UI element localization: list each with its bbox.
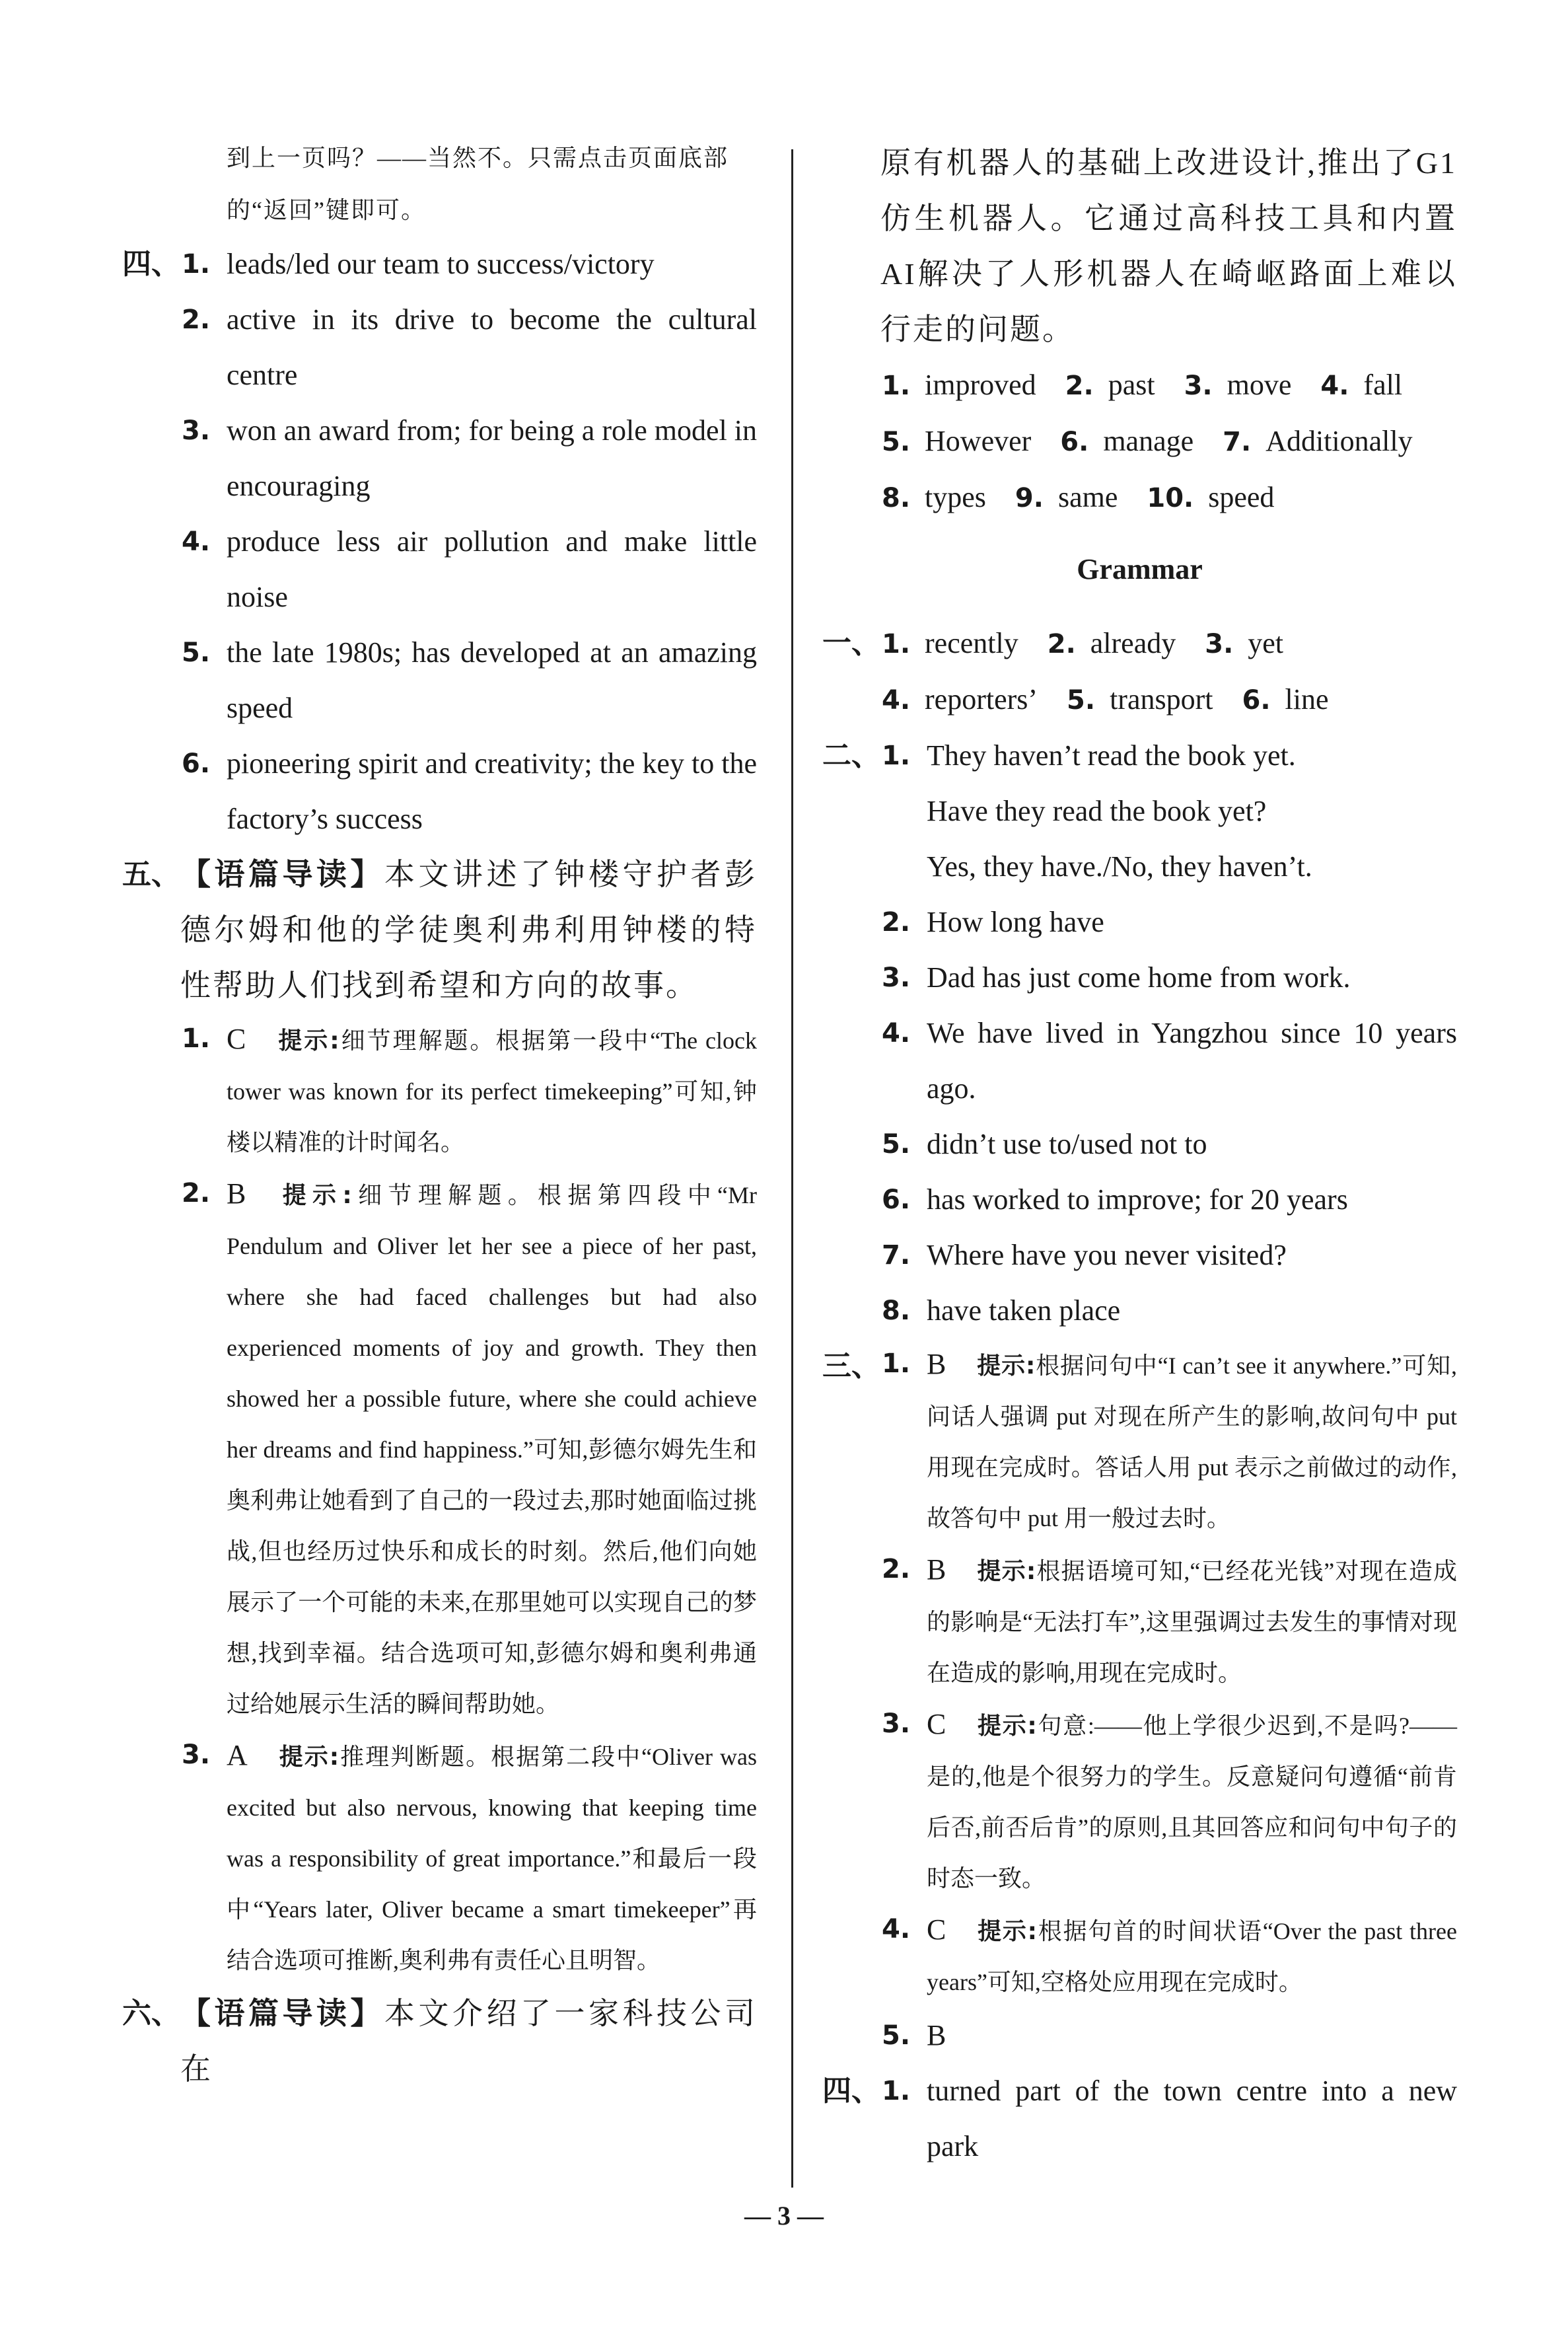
page-number: — 3 — bbox=[744, 2201, 824, 2231]
hint-text: 根据语境可知,“已经花光钱”对现在造成的影响是“无法打车”,这里强调过去发生的事情对现在造成的影响,用现在完成时。 bbox=[927, 1558, 1457, 1686]
answer-number: 3. bbox=[882, 963, 911, 993]
answer-number: 8. bbox=[882, 1296, 911, 1326]
answer-text: line bbox=[1285, 683, 1329, 716]
answer-item bbox=[822, 1904, 1457, 2008]
section-heading: Grammar bbox=[1077, 553, 1203, 585]
answer-text: types bbox=[925, 481, 986, 513]
answer-text: transport bbox=[1110, 683, 1213, 716]
answer-item bbox=[822, 2063, 1457, 2174]
exercise-section bbox=[122, 847, 757, 1986]
passage-intro-tag: 【语篇导读】 bbox=[180, 858, 384, 891]
answer-cell bbox=[882, 470, 986, 526]
answer-text: yet bbox=[1248, 627, 1284, 659]
exercise-section bbox=[822, 2063, 1457, 2174]
answer-number: 2. bbox=[182, 305, 211, 335]
hint-label: 提示: bbox=[276, 1182, 352, 1209]
answer-text: Additionally bbox=[1265, 425, 1413, 457]
hint-label: 提示: bbox=[976, 1352, 1036, 1380]
answer-choice: C bbox=[927, 1708, 946, 1740]
answer-number: 2. bbox=[182, 1178, 211, 1208]
answer-cell bbox=[1223, 414, 1412, 470]
answer-item bbox=[822, 1006, 1457, 1117]
answer-cell bbox=[1320, 357, 1402, 414]
answer-number: 6. bbox=[182, 749, 211, 779]
hint-text: 推理判断题。根据第二段中“Oliver was excited but also nervous, knowing that keeping time was a responsibility of great importance.”和最后一段中“Years later, Oliver became a smart timekeeper”再结合选项可推断,奥利弗有责任心且明智。 bbox=[227, 1744, 757, 1974]
answer-number: 4. bbox=[182, 527, 211, 557]
answer-number: 3. bbox=[1205, 629, 1234, 659]
answer-text: speed bbox=[1208, 481, 1275, 513]
answer-text: turned part of the town centre into a new park bbox=[927, 2075, 1457, 2162]
hint-text: 根据句首的时间状语“Over the past three years”可知,空格处应用现在完成时。 bbox=[927, 1918, 1457, 1995]
hint-text: 句意:——他上学很少迟到,不是吗?——是的,他是个很努力的学生。反意疑问句遵循“前肯后否,前否后肯”的原则,且其回答应和问句中句子的时态一致。 bbox=[927, 1713, 1458, 1892]
answer-number: 4. bbox=[882, 1914, 911, 1944]
answer-choice: B bbox=[927, 1553, 946, 1586]
answer-text: fall bbox=[1363, 369, 1403, 401]
answer-number: 2. bbox=[1065, 371, 1094, 401]
answer-item bbox=[122, 292, 757, 403]
answer-cell bbox=[1048, 616, 1176, 672]
answer-choice: B bbox=[927, 1348, 946, 1380]
answer-number: 2. bbox=[1047, 629, 1076, 659]
exercise-section bbox=[822, 1339, 1457, 2063]
answer-choice: C bbox=[927, 1913, 946, 1946]
answer-text: already bbox=[1090, 627, 1176, 659]
answer-number: 1. bbox=[882, 2076, 911, 2106]
answer-item bbox=[822, 1339, 1457, 1544]
answer-item bbox=[822, 1228, 1457, 1283]
answer-item bbox=[822, 728, 1457, 895]
answer-cell bbox=[1065, 357, 1155, 414]
hint-text: 细节理解题。根据第一段中“The clock tower was known for its perfect timekeeping”可知,钟楼以精准的计时闻名。 bbox=[227, 1027, 757, 1156]
section-label: 四、 bbox=[822, 2075, 880, 2107]
answer-item bbox=[822, 1283, 1457, 1339]
answer-number: 5. bbox=[882, 2020, 911, 2051]
passage-intro-text: 本文介绍了一家科技公司在 bbox=[180, 1997, 757, 2086]
answer-item bbox=[822, 950, 1457, 1006]
answer-number: 3. bbox=[1184, 371, 1213, 401]
section-label: 五、 bbox=[122, 858, 180, 891]
exercise-section bbox=[822, 357, 1457, 526]
passage-intro-text: 本文讲述了钟楼守护者彭德尔姆和他的学徒奥利弗利用钟楼的特性帮助人们找到希望和方向的故事。 bbox=[180, 858, 757, 1002]
section-label: 二、 bbox=[822, 739, 880, 772]
answer-number: 1. bbox=[882, 741, 911, 771]
answer-cell bbox=[1015, 470, 1118, 526]
answer-item bbox=[822, 1699, 1457, 1904]
answer-text: Where have you never visited? bbox=[927, 1239, 1287, 1271]
answer-text: We have lived in Yangzhou since 10 years ago. bbox=[927, 1017, 1457, 1105]
answer-number: 7. bbox=[1223, 427, 1252, 457]
continued-passage-intro: 原有机器人的基础上改进设计,推出了G1仿生机器人。它通过高科技工具和内置AI解决了人形机器人在崎岖路面上难以行走的问题。 bbox=[880, 146, 1457, 346]
answer-item bbox=[122, 736, 757, 847]
answer-line: They haven’t read the book yet. bbox=[927, 739, 1296, 772]
answer-row bbox=[822, 414, 1457, 470]
answer-cell bbox=[1067, 672, 1213, 728]
answer-text: has worked to improve; for 20 years bbox=[927, 1183, 1348, 1216]
answer-text: the late 1980s; has developed at an amazing speed bbox=[227, 636, 757, 724]
section-label: 三、 bbox=[822, 1350, 880, 1382]
section-label: 六、 bbox=[122, 1997, 180, 2030]
left-column bbox=[122, 132, 757, 2097]
answer-number: 3. bbox=[182, 1740, 211, 1770]
answer-choice: C bbox=[227, 1023, 246, 1055]
answer-number: 5. bbox=[182, 638, 211, 668]
answer-text: didn’t use to/used not to bbox=[927, 1128, 1207, 1160]
passage-intro bbox=[122, 1986, 757, 2097]
answer-text: reporters’ bbox=[925, 683, 1038, 716]
answer-line: Yes, they have./No, they haven’t. bbox=[927, 850, 1312, 883]
answer-text: past bbox=[1108, 369, 1155, 401]
answer-item bbox=[122, 625, 757, 736]
passage-intro bbox=[122, 847, 757, 1014]
answer-text: leads/led our team to success/victory bbox=[227, 248, 655, 280]
exercise-section bbox=[822, 616, 1457, 728]
answer-item bbox=[822, 895, 1457, 950]
answer-text: same bbox=[1057, 481, 1118, 513]
answer-item bbox=[822, 1117, 1457, 1172]
hint-text: 根据问句中“I can’t see it anywhere.”可知,问话人强调 put 对现在所产生的影响,故问句中 put 用现在完成时。答话人用 put 表示之前做过的动作,故答句中 put 用一般过去时。 bbox=[927, 1352, 1457, 1532]
answer-text: pioneering spirit and creativity; the key to the factory’s success bbox=[227, 747, 757, 835]
answer-text: B bbox=[927, 2019, 946, 2051]
answer-text: However bbox=[925, 425, 1032, 457]
answer-number: 5. bbox=[1067, 685, 1096, 716]
answer-choice: B bbox=[227, 1177, 246, 1210]
answer-text: move bbox=[1227, 369, 1292, 401]
answer-text: How long have bbox=[927, 906, 1104, 938]
answer-item bbox=[122, 1014, 757, 1168]
answer-item bbox=[122, 1168, 757, 1730]
answer-cell bbox=[882, 672, 1038, 728]
answer-number: 1. bbox=[882, 629, 911, 659]
hint-label: 提示: bbox=[976, 1918, 1038, 1945]
answer-number: 7. bbox=[882, 1240, 911, 1271]
answer-number: 1. bbox=[882, 371, 911, 401]
section-label: 四、 bbox=[122, 248, 180, 280]
answer-item bbox=[122, 237, 757, 292]
section-label: 一、 bbox=[822, 627, 880, 659]
answer-text: won an award from; for being a role model in encouraging bbox=[227, 414, 757, 502]
exercise-section bbox=[822, 728, 1457, 1339]
answer-cell bbox=[1060, 414, 1194, 470]
answer-number: 9. bbox=[1015, 483, 1044, 513]
answer-choice: A bbox=[227, 1739, 248, 1771]
answer-cell bbox=[1205, 616, 1283, 672]
hint-label: 提示: bbox=[276, 1027, 339, 1054]
continued-hint-text: 到上一页吗？——当然不。只需点击页面底部的“返回”键即可。 bbox=[227, 145, 729, 223]
answer-number: 4. bbox=[882, 1018, 911, 1049]
answer-number: 1. bbox=[182, 249, 211, 279]
column-divider bbox=[791, 149, 793, 2188]
answer-text: active in its drive to become the cultural centre bbox=[227, 303, 757, 391]
answer-number: 3. bbox=[882, 1709, 911, 1739]
answer-cell bbox=[882, 414, 1031, 470]
passage-intro-tag: 【语篇导读】 bbox=[180, 1997, 384, 2030]
answer-row bbox=[822, 672, 1457, 728]
answer-cell bbox=[882, 616, 1018, 672]
answer-item bbox=[122, 514, 757, 625]
answer-text: produce less air pollution and make little noise bbox=[227, 525, 757, 613]
hint-label: 提示: bbox=[277, 1744, 339, 1771]
answer-item bbox=[122, 1730, 757, 1986]
right-column bbox=[822, 135, 1457, 2174]
answer-text: Dad has just come home from work. bbox=[927, 961, 1351, 994]
answer-row bbox=[822, 357, 1457, 414]
answer-cell bbox=[1147, 470, 1274, 526]
answer-item bbox=[822, 1172, 1457, 1228]
answer-number: 8. bbox=[882, 483, 911, 513]
answer-cell bbox=[1242, 672, 1328, 728]
answer-number: 1. bbox=[882, 1348, 911, 1379]
answer-text: have taken place bbox=[927, 1294, 1121, 1327]
exercise-section bbox=[122, 1986, 757, 2097]
answer-number: 1. bbox=[182, 1023, 211, 1054]
answer-cell bbox=[882, 357, 1036, 414]
answer-item bbox=[822, 1544, 1457, 1699]
answer-number: 2. bbox=[882, 1554, 911, 1584]
answer-line: Have they read the book yet? bbox=[927, 795, 1267, 827]
hint-text: 细节理解题。根据第四段中“Mr Pendulum and Oliver let her see a piece of her past, where she had faced challenges but had also experienced moments of joy and growth. They then showed her a possible future, where she could achieve her dreams and find happiness.”可知,彭德尔姆先生和奥利弗让她看到了自己的一段过去,那时她面临过挑战,但也经历过快乐和成长的时刻。然后,他们向她展示了一个可能的未来,在那里她可以实现自己的梦想,找到幸福。结合选项可知,彭德尔姆和奥利弗通过给她展示生活的瞬间帮助她。 bbox=[227, 1182, 757, 1717]
answer-cell bbox=[1184, 357, 1292, 414]
answer-item bbox=[122, 403, 757, 514]
answer-row bbox=[822, 470, 1457, 526]
hint-label: 提示: bbox=[976, 1558, 1036, 1585]
answer-number: 6. bbox=[1060, 427, 1089, 457]
exercise-section bbox=[122, 237, 757, 847]
answer-number: 4. bbox=[1320, 371, 1349, 401]
answer-row bbox=[822, 616, 1457, 672]
answer-number: 2. bbox=[882, 907, 911, 938]
answer-number: 10. bbox=[1147, 483, 1194, 513]
answer-number: 5. bbox=[882, 427, 911, 457]
answer-text: manage bbox=[1103, 425, 1194, 457]
answer-number: 3. bbox=[182, 416, 211, 446]
answer-number: 6. bbox=[1242, 685, 1271, 716]
answer-text: recently bbox=[925, 627, 1018, 659]
answer-number: 4. bbox=[882, 685, 911, 716]
answer-text: improved bbox=[925, 369, 1036, 401]
answer-number: 6. bbox=[882, 1185, 911, 1215]
answer-item bbox=[822, 2008, 1457, 2063]
hint-label: 提示: bbox=[976, 1713, 1037, 1740]
answer-number: 5. bbox=[882, 1129, 911, 1160]
